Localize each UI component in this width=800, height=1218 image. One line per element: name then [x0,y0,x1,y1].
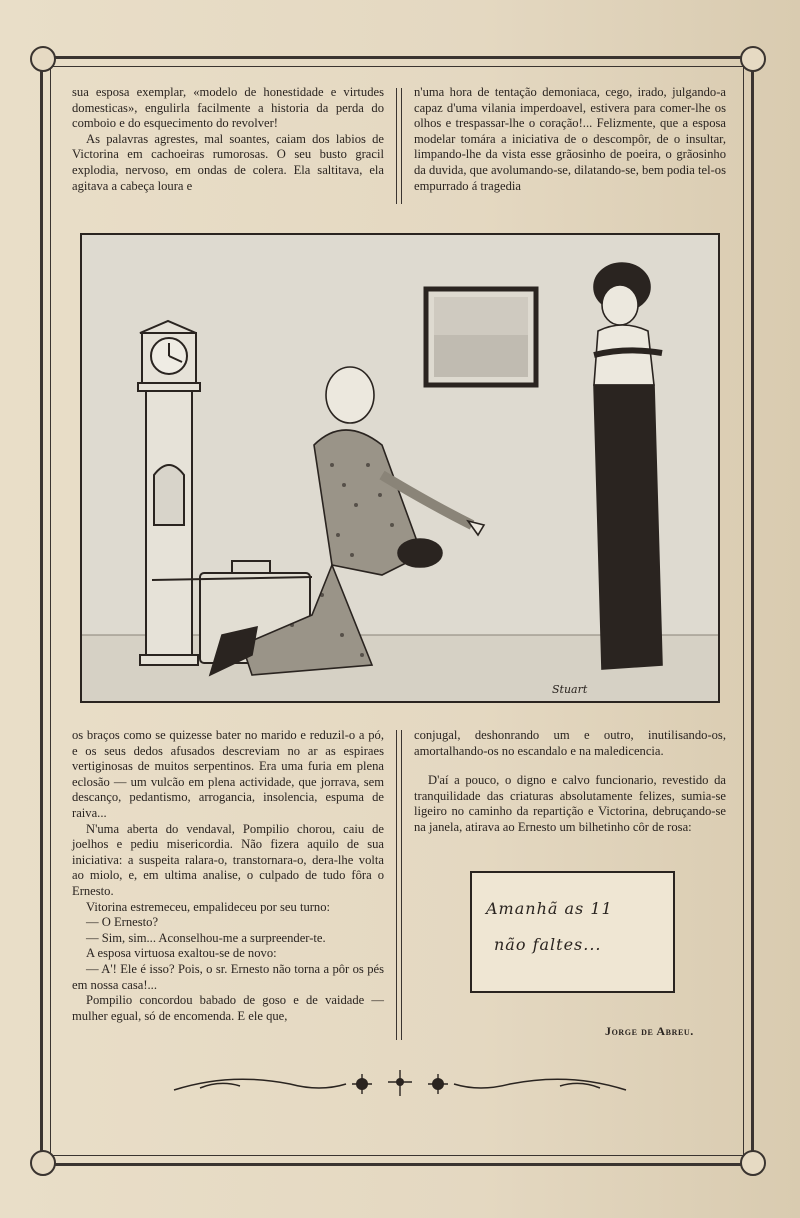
floral-ornament-icon [170,1066,630,1102]
text-column-top-left [72,85,384,194]
corner-ornament-bottom-right [740,1150,766,1176]
text-column-top-right [414,85,726,194]
text-column-bottom-right [414,728,726,836]
grandfather-clock-drawing [138,321,200,665]
paragraph: n'uma hora de tentação demoniaca, cego, irado, julgando-a capaz d'uma vilania imperdoavel, estivera para comer-lhe os olhos e trespassar-lhe o coração!... Felizmente, que a esposa modelar tomára a iniciativa de o descompôr, de o insultar, limpando-lhe da vista esse grãosinho de poeira, o grãosinho da duvida, que avolumando-se, dilatando-se, bem podia tel-os empurrado á tragedia [414,85,726,193]
paragraph: D'aí a pouco, o digno e calvo funcionario, revestido da tranquilidade das criaturas absolutamente felizes, sumia-se ligeiro no caminho da repartição e Victorina, debruçando-se na janela, atirava ao Ernesto um bilhetinho côr de rosa: [414,773,726,834]
paragraph: conjugal, deshonrando um e outro, inutilisando-os, amortalhando-os no escandalo e na maledicencia. [414,728,726,758]
wall-picture-drawing [426,289,536,385]
paragraph: os braços como se quizesse bater no marido e reduzil-o a pó, e os seus dedos afusados descreviam no ar as espiraes vertiginosas de muitos serpentinos. Era uma furia em plena eclosão — um vulcão em plena actividade, que jorrava, sem descanço, pedantismo, arrogancia, insolencia, espuma de raiva... [72,728,384,820]
text-column-bottom-left [72,728,384,1024]
illustration-kneeling-husband [80,233,720,703]
author-signature: Jorge de Abreu. [605,1024,694,1038]
handwritten-note [470,871,675,993]
paragraph: N'uma aberta do vendaval, Pompilio chorou, caiu de joelhos e pediu misericordia. Não fizera aquilo de sua iniciativa: a suspeita ralara-o, transtornara-o, dera-lhe volta ao miolo, e, em ultima analise, o culpado de tudo fôra o Ernesto. [72,821,384,898]
paragraph: A esposa virtuosa exaltou-se de novo: [86,946,277,961]
note-line-2: não faltes... [494,935,602,954]
paragraph: Pompilio concordou babado de goso e de vaidade — mulher egual, só de encomenda. E ele que, [72,993,384,1023]
corner-ornament-bottom-left [30,1150,56,1176]
paragraph: As palavras agrestes, mal soantes, caiam dos labios de Victorina em cachoeiras rumorosas. O seu busto gracil explodia, nervoso, em ondas de colera. Ela saltitava, ela agitava a cabeça loura e [72,131,384,193]
corner-ornament-top-right [740,46,766,72]
column-divider-bottom [396,730,402,1040]
corner-ornament-top-left [30,46,56,72]
dialogue-line: — O Ernesto? [86,915,159,930]
artist-signature: Stuart [552,683,588,696]
paragraph: sua esposa exemplar, «modelo de honestidade e virtudes domesticas», engulirla facilmente a historia da perda do comboio e do esquecimento do revolver! [72,85,384,131]
paragraph: Vitorina estremeceu, empalideceu por seu turno: [86,899,331,914]
dialogue-line: — A'! Ele é isso? Pois, o sr. Ernesto não torna a pôr os pés em nossa casa!... [72,961,384,992]
dialogue-line: — Sim, sim... Aconselhou-me a surpreender-te. [86,930,326,945]
illustration-drawing [82,235,718,701]
note-line-1: Amanhã as 11 [486,899,613,918]
column-divider-top [396,88,402,204]
